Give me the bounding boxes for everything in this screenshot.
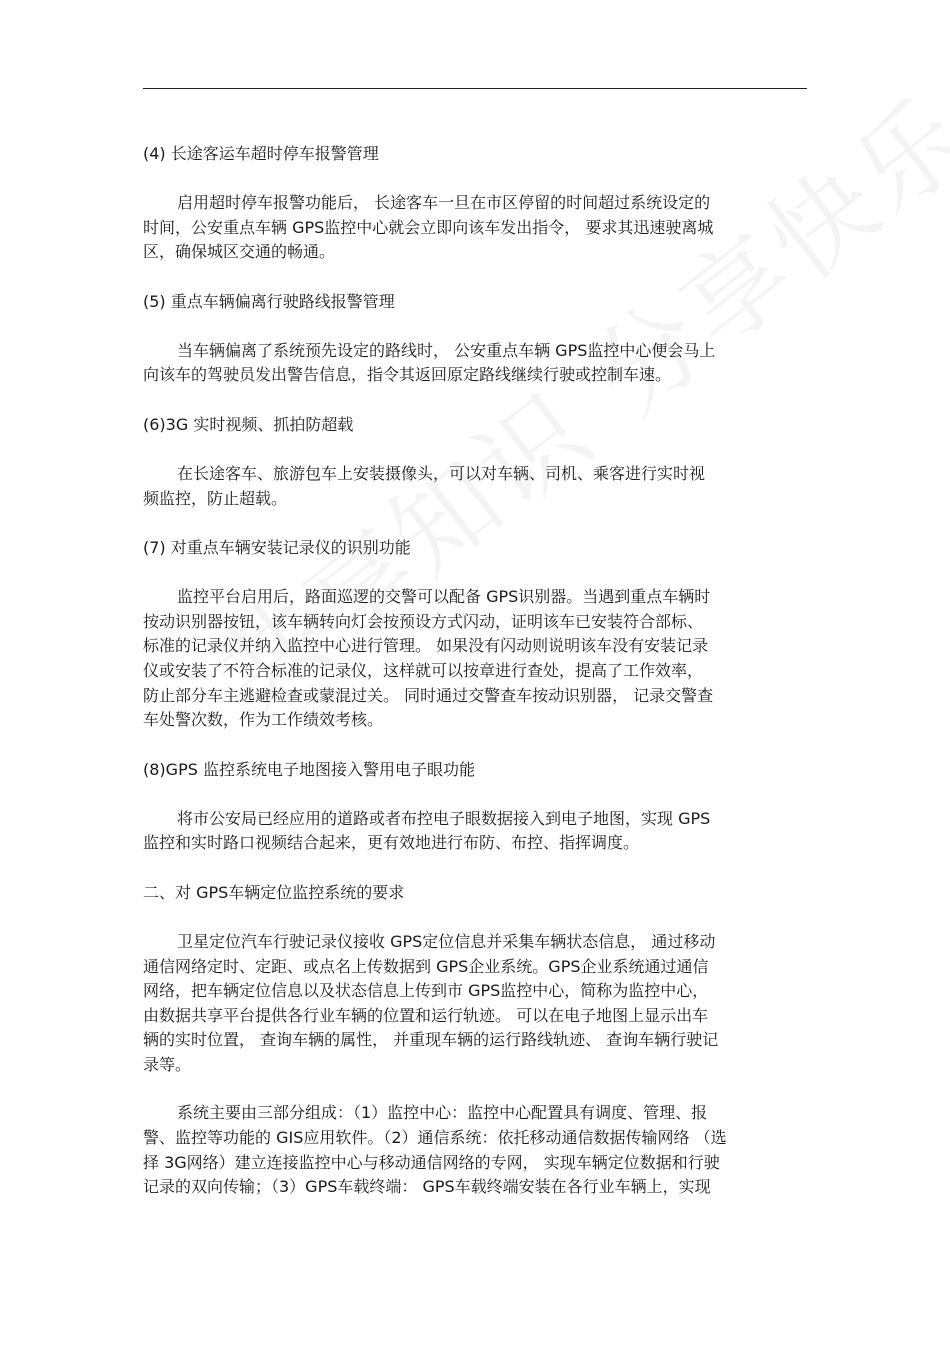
paragraph-line: 辆的实时位置， 查询车辆的属性， 并重现车辆的运行路线轨迹、 查询车辆行驶记 <box>143 1030 719 1050</box>
paragraph-line: 监控和实时路口视频结合起来，更有效地进行布防、布控、指挥调度。 <box>143 833 640 853</box>
paragraph-4 <box>143 191 815 265</box>
paragraph-line: 在长途客车、旅游包车上安装摄像头，可以对车辆、司机、乘客进行实时视 <box>177 463 706 483</box>
paragraph-line: 将市公安局已经应用的道路或者布控电子眼数据接入到电子地图，实现 GPS <box>177 808 711 828</box>
section-heading-4: (4) 长途客运车超时停车报警管理 <box>143 144 379 163</box>
paragraph-line: 启用超时停车报警功能后， 长途客车一旦在市区停留的时间超过系统设定的 <box>177 193 711 212</box>
paragraph-line: 仪或安装了不符合标准的记录仪，这样就可以按章进行查处，提高了工作效率， <box>143 660 704 680</box>
section-heading-8: (8)GPS 监控系统电子地图接入警用电子眼功能 <box>143 759 475 779</box>
paragraph-requirements <box>143 930 815 1078</box>
paragraph-line: 车处警次数，作为工作绩效考核。 <box>143 710 384 730</box>
paragraph-system-composition <box>143 1101 815 1199</box>
paragraph-line: 择 3G网络）建立连接监控中心与移动通信网络的专网， 实现车辆定位数据和行驶 <box>143 1152 720 1172</box>
paragraph-line: 通信网络定时、定距、或点名上传数据到 GPS企业系统。GPS企业系统通过通信 <box>143 956 709 976</box>
section-heading-7: (7) 对重点车辆安装记录仪的识别功能 <box>143 538 411 558</box>
paragraph-line: 系统主要由三部分组成：（1）监控中心：监控中心配置具有调度、管理、报 <box>177 1103 708 1123</box>
paragraph-line: 时间，公安重点车辆 GPS监控中心就会立即向该车发出指令， 要求其迅速驶离城 <box>143 217 714 237</box>
paragraph-line: 由数据共享平台提供各行业车辆的位置和运行轨迹。 可以在电子地图上显示出车 <box>143 1005 709 1025</box>
paragraph-line: 网络，把车辆定位信息以及状态信息上传到市 GPS监控中心，简称为监控中心， <box>143 981 709 1001</box>
section-heading-5: (5) 重点车辆偏离行驶路线报警管理 <box>143 291 395 311</box>
section-heading-6: (6)3G 实时视频、抓拍防超载 <box>143 414 354 434</box>
paragraph-line: 频监控，防止超载。 <box>143 488 288 508</box>
paragraph-8 <box>143 807 815 856</box>
paragraph-line: 当车辆偏离了系统预先设定的路线时， 公安重点车辆 GPS监控中心便会马上 <box>177 340 716 360</box>
paragraph-line: 警、监控等功能的 GIS应用软件。（2）通信系统：依托移动通信数据传输网络 （选 <box>143 1128 727 1148</box>
paragraph-5 <box>143 339 815 388</box>
header-rule <box>143 88 807 89</box>
paragraph-6 <box>143 462 815 511</box>
paragraph-line: 录等。 <box>143 1054 192 1074</box>
paragraph-line: 监控平台启用后，路面巡逻的交警可以配备 GPS识别器。当遇到重点车辆时 <box>177 587 711 607</box>
paragraph-line: 记录的双向传输；（3）GPS车载终端： GPS车载终端安装在各行业车辆上，实现 <box>143 1177 711 1197</box>
paragraph-line: 标准的记录仪并纳入监控中心进行管理。 如果没有闪动则说明该车没有安装记录 <box>143 636 709 656</box>
document-body <box>143 141 815 1224</box>
paragraph-line: 卫星定位汽车行驶记录仪接收 GPS定位信息并采集车辆状态信息， 通过移动 <box>177 931 716 951</box>
paragraph-line: 防止部分车主逃避检查或蒙混过关。 同时通过交警查车按动识别器， 记录交警查 <box>143 685 714 705</box>
paragraph-line: 向该车的驾驶员发出警告信息，指令其返回原定路线继续行驶或控制车速。 <box>143 365 672 385</box>
paragraph-line: 按动识别器按钮，该车辆转向灯会按预设方式闪动，证明该车已安装符合部标、 <box>143 611 704 631</box>
paragraph-line: 区，确保城区交通的畅通。 <box>143 242 336 262</box>
paragraph-7 <box>143 585 815 733</box>
section-heading-requirements: 二、对 GPS车辆定位监控系统的要求 <box>143 882 405 902</box>
